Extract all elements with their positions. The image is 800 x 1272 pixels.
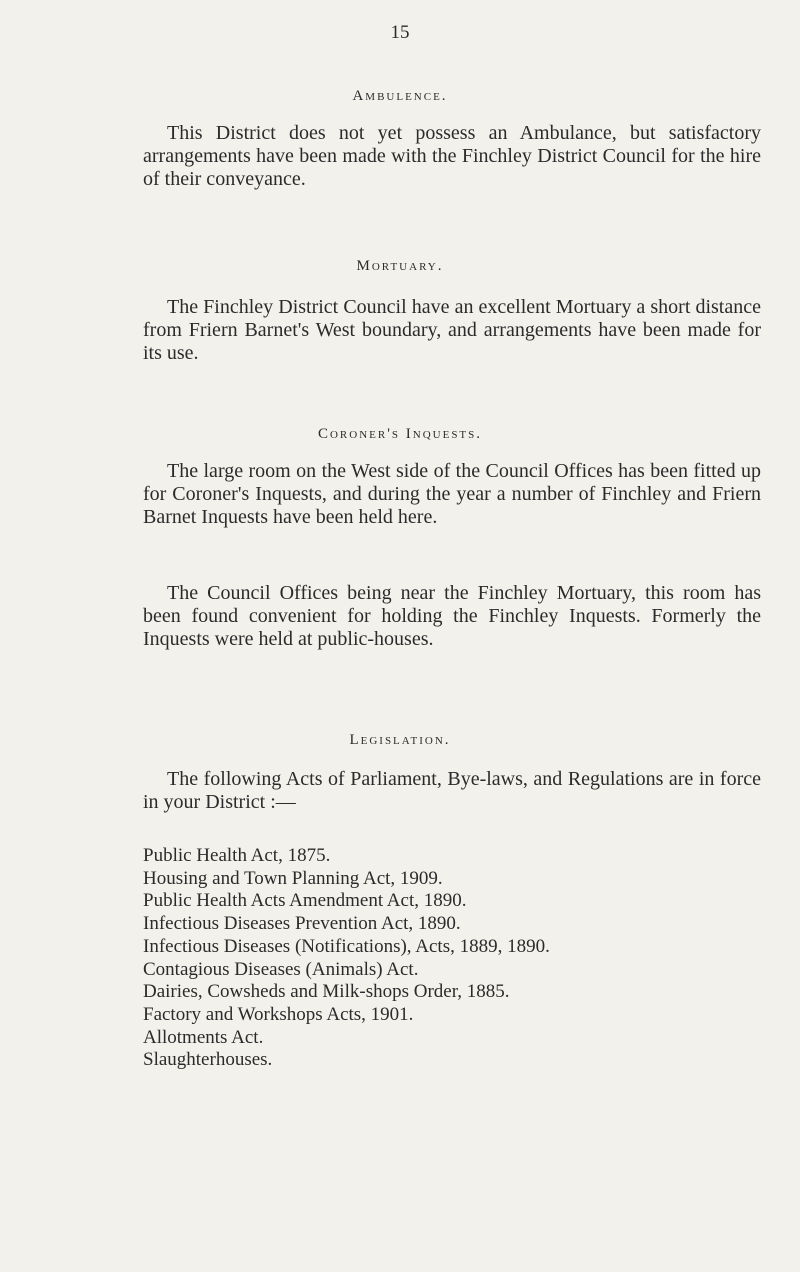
coroners-paragraph-1: The large room on the West side of the Council Offices has been fitted up for Coroner's Inquests, and during the year a number of Finchley and Friern Barnet Inquests have been held here. [143,460,761,528]
list-item: Public Health Acts Amendment Act, 1890. [143,890,467,912]
mortuary-paragraph: The Finchley District Council have an excellent Mortuary a short distance from Friern Barnet's West boundary, and arrangements have been made for its use. [143,296,761,364]
section-heading-coroners-inquests: Coroner's Inquests. [317,426,483,442]
section-heading-legislation: Legislation. [349,732,451,748]
list-item: Dairies, Cowsheds and Milk-shops Order, 1885. [143,981,510,1003]
list-item: Public Health Act, 1875. [143,845,331,866]
page-number: 15 [390,22,410,43]
section-heading-mortuary: Mortuary. [356,258,444,274]
list-item: Infectious Diseases Prevention Act, 1890. [143,913,461,935]
coroners-paragraph-2: The Council Offices being near the Finchley Mortuary, this room has been found convenient for holding the Finchley Inquests. Formerly the Inquests were held at public-houses. [143,582,761,650]
list-item: Infectious Diseases (Notifications), Acts, 1889, 1890. [143,935,550,957]
list-item: Allotments Act. [143,1026,264,1048]
list-item: Contagious Diseases (Animals) Act. [143,958,419,980]
list-item: Factory and Workshops Acts, 1901. [143,1003,414,1025]
legislation-list [143,845,743,1072]
ambulance-paragraph: This District does not yet possess an Ambulance, but satisfactory arrangements have been made with the Finchley District Council for the hire of their conveyance. [143,122,761,190]
list-item: Slaughterhouses. [143,1049,273,1071]
section-heading-ambulance: Ambulence. [352,88,448,104]
legislation-paragraph: The following Acts of Parliament, Bye-laws, and Regulations are in force in your District :— [143,768,761,813]
list-item: Housing and Town Planning Act, 1909. [143,867,443,889]
